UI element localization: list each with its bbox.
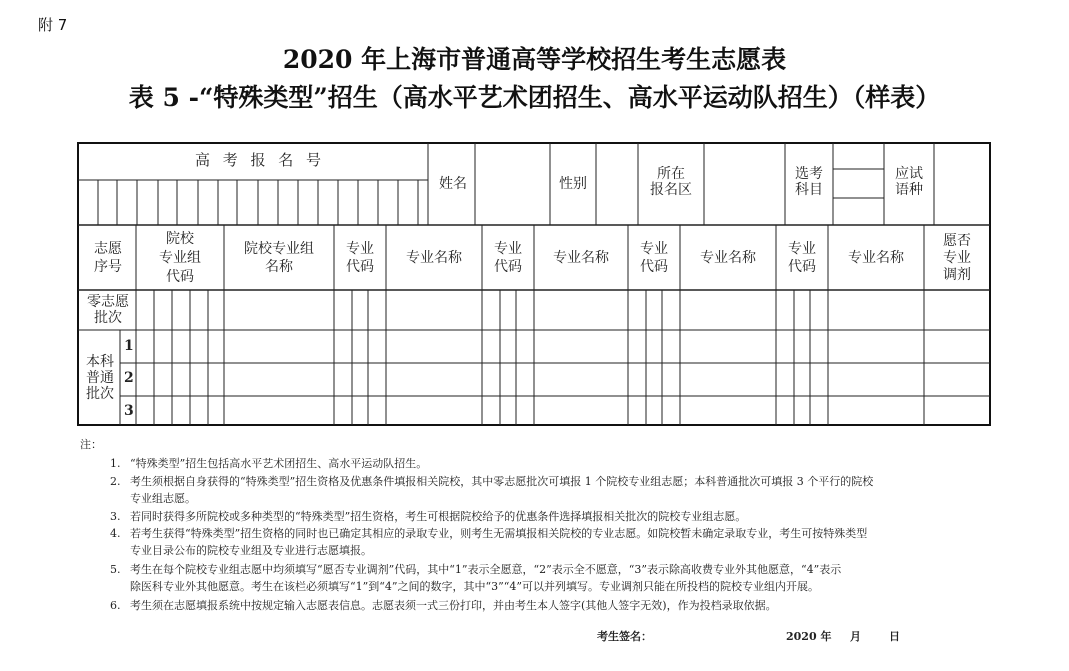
- signature-field[interactable]: [663, 628, 763, 640]
- note-item: 3. 若同时获得多所院校或多种类型的“特殊类型”招生资格，考生可根据院校给予的优惠条件选择填报相关批次的院校专业组志愿。: [110, 510, 747, 523]
- exam-number-label: 高 考 报 名 号: [194, 151, 326, 169]
- elective-label-1: 选考: [795, 166, 823, 182]
- adjust-header-3: 调剂: [943, 267, 971, 283]
- row-number-1: 1: [124, 338, 134, 354]
- major-code-header-1: 专业: [346, 241, 374, 257]
- signature-label: 考生签名：: [597, 630, 652, 643]
- major-code-header-2b: 代码: [494, 259, 522, 275]
- form-title: 2020 年上海市普通高等学校招生考生志愿表: [282, 45, 787, 74]
- group-code-header-1: 院校: [166, 231, 194, 247]
- signature-day: 日: [889, 630, 900, 643]
- adjust-header-2: 专业: [943, 250, 971, 266]
- regular-batch-label-3: 批次: [86, 386, 114, 402]
- major-name-header-3: 专业名称: [700, 250, 756, 266]
- name-label: 姓名: [439, 176, 467, 192]
- zero-batch-label-1: 零志愿: [87, 294, 129, 310]
- attachment-label: 附 7: [38, 16, 68, 34]
- row-number-2: 2: [124, 370, 134, 386]
- adjust-header-1: 愿否: [943, 233, 971, 249]
- note-item: 2. 考生须根据自身获得的“特殊类型”招生资格及优惠条件填报相关院校，其中零志愿批次可填报 1 个院校专业组志愿；本科普通批次可填报 3 个平行的院校 专业组志愿。: [110, 475, 874, 505]
- order-header-1: 志愿: [94, 241, 122, 257]
- signature-year: 2020 年: [786, 630, 832, 643]
- note-item: 5. 考生在每个院校专业组志愿中均须填写“愿否专业调剂”代码，其中“1”表示全愿意，“2”表示全不愿意，“3”表示除高收费专业外其他愿意，“4”表示 除医科专业外其他愿意。考生在该栏必须填写“1”到“4”之间的数字，其中“3”“4”可以并列填写。专业调剂只能在所投档的院校专业组内开展。: [110, 563, 842, 593]
- language-label-1: 应试: [895, 166, 923, 182]
- group-code-header-2: 专业组: [159, 250, 201, 266]
- note-item: 6. 考生须在志愿填报系统中按规定输入志愿表信息。志愿表须一式三份打印，并由考生本人签字(其他人签字无效)，作为投档录取依据。: [110, 599, 777, 612]
- major-code-header-4: 专业: [788, 241, 816, 257]
- notes-title: 注：: [80, 438, 102, 451]
- major-name-header-1: 专业名称: [406, 250, 462, 266]
- major-name-header-2: 专业名称: [553, 250, 609, 266]
- major-code-header-3b: 代码: [640, 259, 668, 275]
- regular-batch-label-2: 普通: [86, 370, 114, 386]
- note-item: 4. 若考生获得“特殊类型”招生资格的同时也已确定其相应的录取专业，则考生无需填报相关院校的专业志愿。如院校暂未确定录取专业，考生可按特殊类型 专业目录公布的院校专业组及专业进行志愿填报。: [110, 527, 868, 557]
- form-subtitle: 表 5 -“特殊类型”招生（高水平艺术团招生、高水平运动队招生）（样表）: [128, 83, 941, 112]
- order-header-2: 序号: [94, 259, 122, 275]
- regular-batch-label-1: 本科: [86, 354, 114, 370]
- elective-label-2: 科目: [795, 182, 823, 198]
- major-code-header-2: 专业: [494, 241, 522, 257]
- language-label-2: 语种: [895, 182, 923, 198]
- group-name-header-1: 院校专业组: [244, 241, 314, 257]
- group-name-header-2: 名称: [265, 259, 293, 275]
- major-name-header-4: 专业名称: [848, 250, 904, 266]
- row-number-3: 3: [124, 403, 134, 419]
- major-code-header-1b: 代码: [346, 259, 374, 275]
- group-code-header-3: 代码: [166, 269, 194, 285]
- signature-month: 月: [850, 630, 861, 643]
- district-label-2: 报名区: [650, 182, 692, 198]
- note-item: 1. “特殊类型”招生包括高水平艺术团招生、高水平运动队招生。: [110, 457, 428, 470]
- zero-batch-label-2: 批次: [94, 310, 122, 326]
- gender-label: 性别: [559, 176, 587, 192]
- major-code-header-3: 专业: [640, 241, 668, 257]
- major-code-header-4b: 代码: [788, 259, 816, 275]
- district-label-1: 所在: [657, 166, 685, 182]
